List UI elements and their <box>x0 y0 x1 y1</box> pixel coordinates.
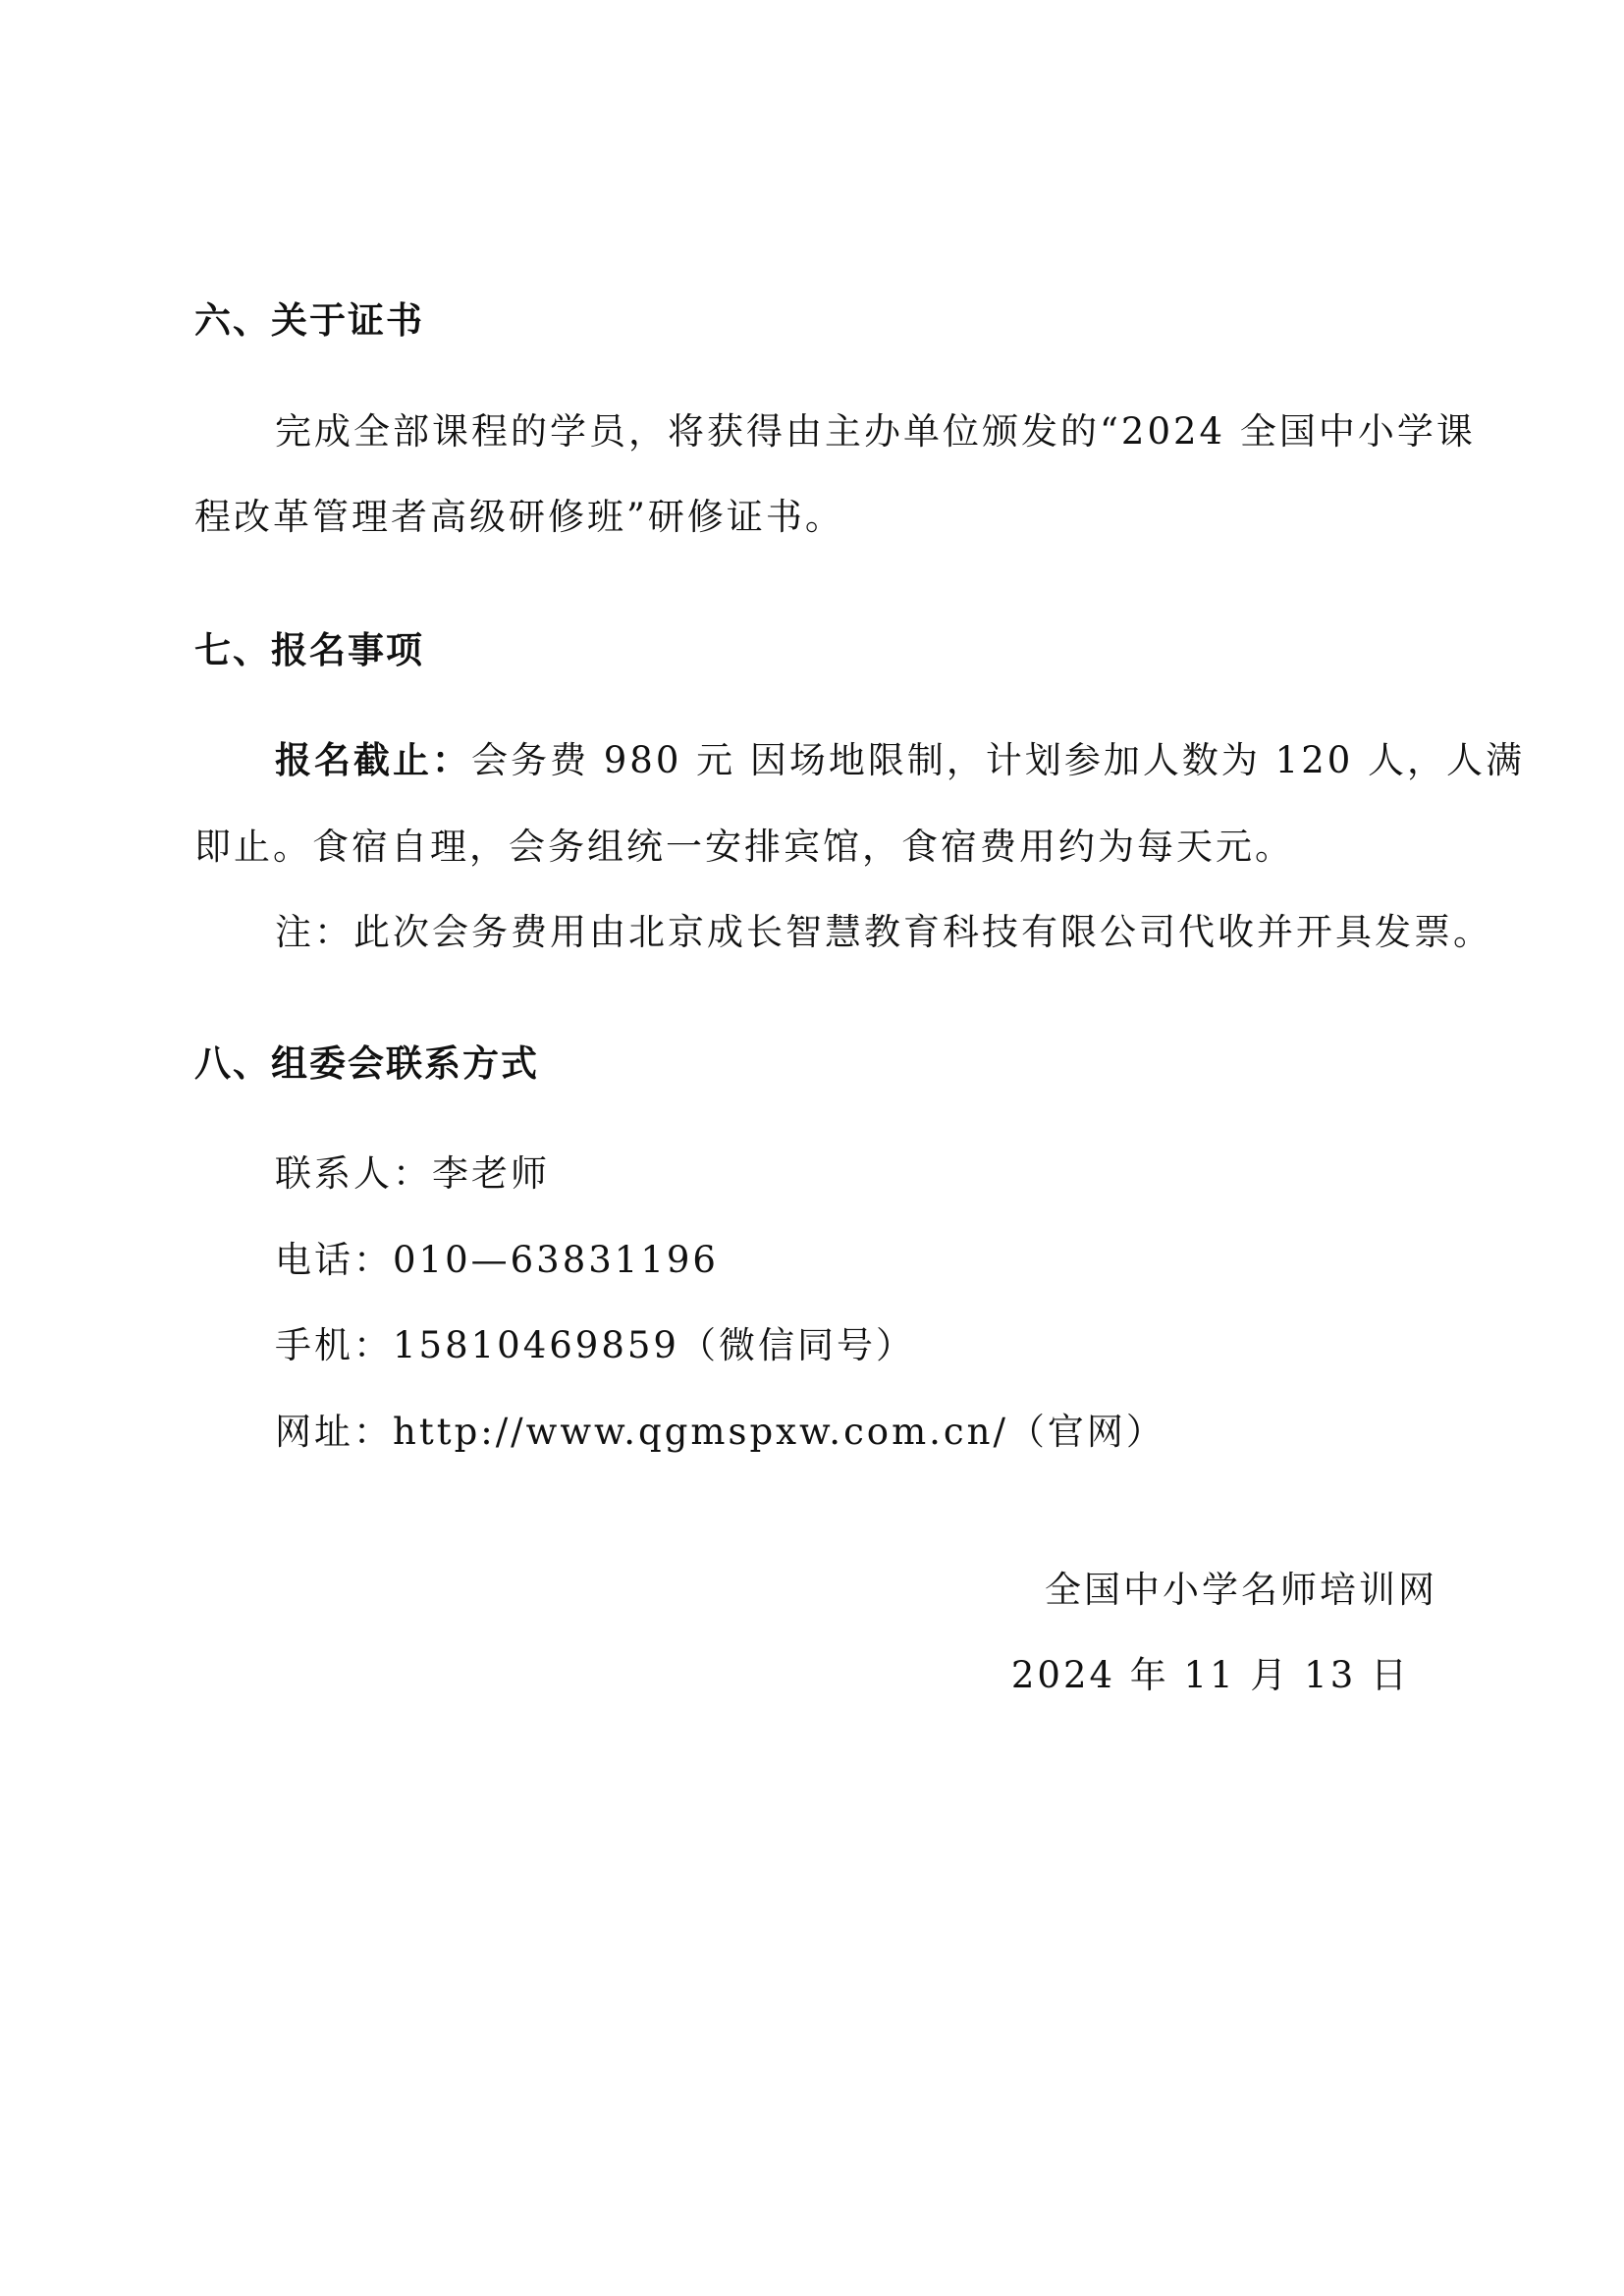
registration-deadline-line-2: 即止。食宿自理，会务组统一安排宾馆，食宿费用约为每天元。 <box>194 826 1294 868</box>
section-heading-registration: 七、报名事项 <box>194 629 424 671</box>
section-heading-certificate: 六、关于证书 <box>194 299 424 342</box>
contact-mobile: 手机：15810469859（微信同号） <box>275 1324 915 1366</box>
registration-note: 注：此次会务费用由北京成长智慧教育科技有限公司代收并开具发票。 <box>275 911 1492 953</box>
registration-deadline-line-1 <box>275 736 1526 785</box>
signature-organization: 全国中小学名师培训网 <box>1045 1569 1437 1611</box>
certificate-paragraph-line-2: 程改革管理者高级研修班”研修证书。 <box>194 496 844 538</box>
contact-website: 网址：http://www.qgmspxw.com.cn/（官网） <box>275 1411 1165 1453</box>
contact-person: 联系人：李老师 <box>275 1152 550 1195</box>
signature-date: 2024 年 11 月 13 日 <box>1010 1654 1410 1696</box>
registration-deadline-text: 会务费 980 元 因场地限制，计划参加人数为 120 人，人满 <box>471 739 1526 781</box>
registration-deadline-label: 报名截止： <box>275 739 471 781</box>
contact-phone: 电话：010—63831196 <box>275 1239 719 1281</box>
section-heading-contact: 八、组委会联系方式 <box>194 1042 539 1085</box>
certificate-paragraph-line-1: 完成全部课程的学员，将获得由主办单位颁发的“2024 全国中小学课 <box>275 410 1476 453</box>
